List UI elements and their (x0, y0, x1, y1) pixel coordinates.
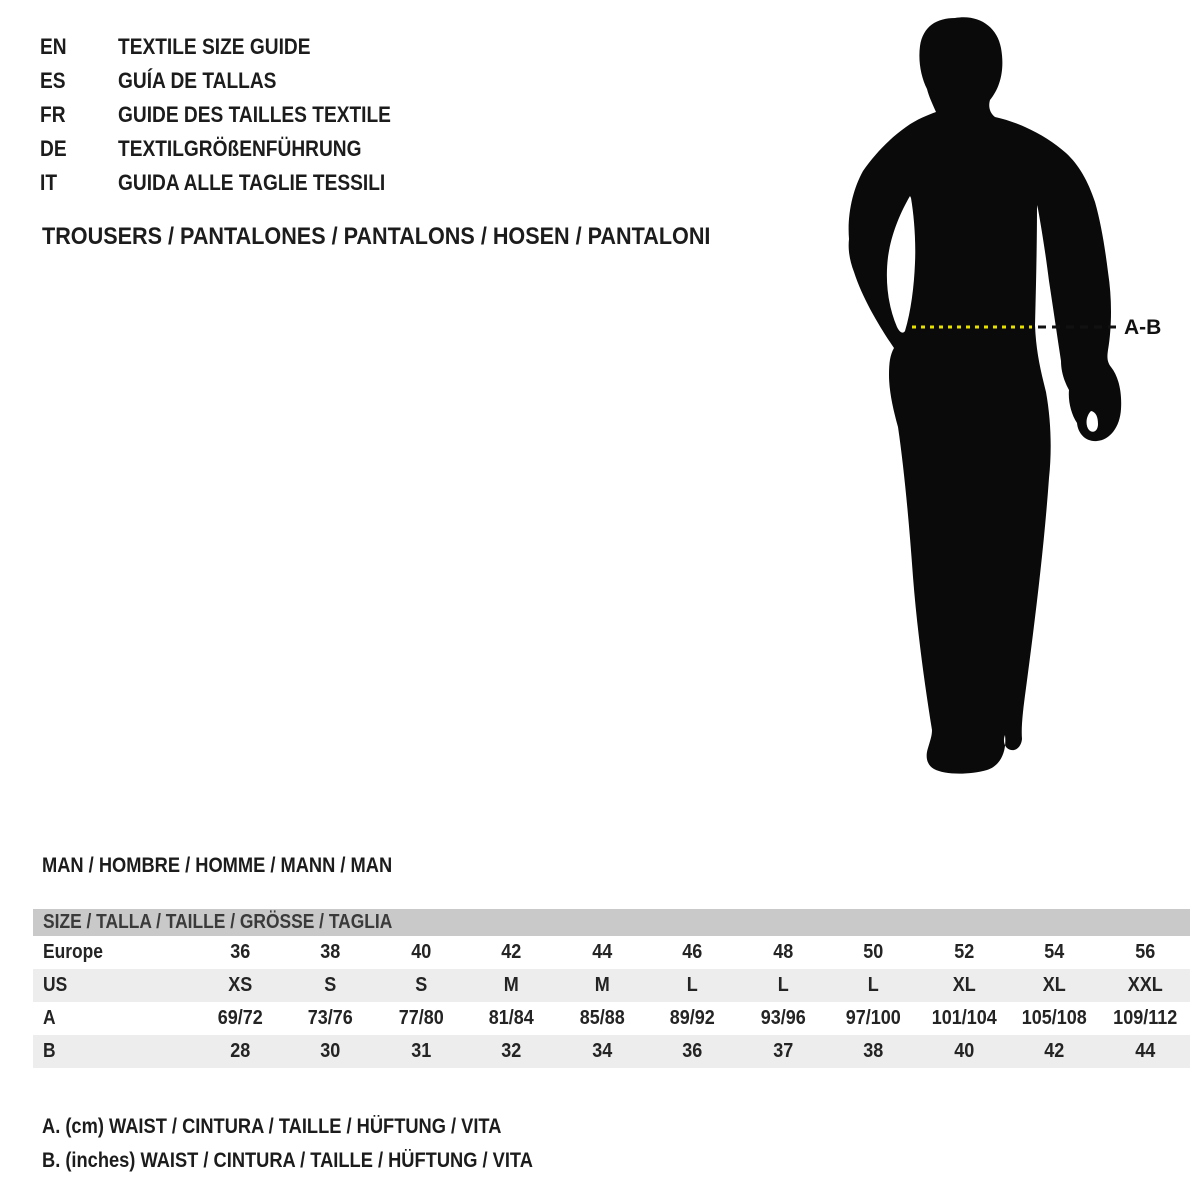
lang-code-de: DE (40, 136, 67, 161)
cell-us-9: XL (1042, 974, 1066, 996)
table-row-a-cm (33, 1002, 1190, 1035)
cell-europe-3: 42 (501, 941, 522, 963)
lang-label-en: TEXTILE SIZE GUIDE (118, 34, 311, 59)
table-row-b-inches (33, 1035, 1190, 1068)
cell-b-9: 42 (1044, 1040, 1065, 1062)
cell-b-4: 34 (592, 1040, 613, 1062)
row-label-us: US (43, 974, 68, 996)
cell-a-3: 81/84 (489, 1007, 535, 1029)
cell-a-0: 69/72 (217, 1007, 263, 1029)
cell-us-1: S (324, 974, 337, 996)
cell-us-7: L (867, 974, 879, 996)
cell-europe-4: 44 (592, 941, 613, 963)
cell-us-3: M (504, 974, 520, 996)
cell-b-7: 38 (863, 1040, 884, 1062)
cell-a-6: 93/96 (760, 1007, 806, 1029)
cell-us-6: L (777, 974, 789, 996)
cell-a-4: 85/88 (579, 1007, 625, 1029)
row-label-a: A (43, 1007, 56, 1029)
cell-b-8: 40 (953, 1040, 974, 1062)
lang-code-fr: FR (40, 102, 66, 127)
cell-europe-2: 40 (411, 941, 432, 963)
cell-b-0: 28 (230, 1040, 251, 1062)
lang-code-it: IT (40, 170, 58, 195)
lang-row-it (40, 166, 432, 200)
lang-row-es (40, 64, 432, 98)
cell-b-5: 36 (682, 1040, 703, 1062)
lang-row-de (40, 132, 432, 166)
cell-us-8: XL (952, 974, 976, 996)
row-label-europe: Europe (43, 941, 103, 963)
note-b-inches: B. (inches) WAIST / CINTURA / TAILLE / HÜFTUNG / VITA (42, 1149, 533, 1172)
cell-europe-1: 38 (320, 941, 341, 963)
cell-us-4: M (594, 974, 610, 996)
size-table (33, 909, 1190, 1068)
note-a-cm: A. (cm) WAIST / CINTURA / TAILLE / HÜFTUNG / VITA (42, 1115, 502, 1138)
table-row-us (33, 969, 1190, 1002)
cell-a-2: 77/80 (398, 1007, 444, 1029)
lang-code-es: ES (40, 68, 66, 93)
cell-us-5: L (686, 974, 698, 996)
cell-europe-10: 56 (1134, 941, 1155, 963)
size-table-header: SIZE / TALLA / TAILLE / GRÖSSE / TAGLIA (33, 909, 1190, 936)
cell-europe-8: 52 (953, 941, 974, 963)
cell-europe-0: 36 (230, 941, 251, 963)
lang-label-fr: GUIDE DES TAILLES TEXTILE (118, 102, 391, 127)
cell-a-8: 101/104 (931, 1007, 997, 1029)
waist-measure-label: A-B (1124, 316, 1162, 339)
cell-us-0: XS (228, 974, 253, 996)
row-label-b: B (43, 1040, 56, 1062)
cell-b-10: 44 (1134, 1040, 1155, 1062)
lang-code-en: EN (40, 34, 67, 59)
lang-label-de: TEXTILGRÖßENFÜHRUNG (118, 136, 362, 161)
cell-europe-7: 50 (863, 941, 884, 963)
cell-b-3: 32 (501, 1040, 522, 1062)
category-title: TROUSERS / PANTALONES / PANTALONS / HOSEN / PANTALONI (42, 223, 711, 250)
cell-a-1: 73/76 (308, 1007, 354, 1029)
cell-a-7: 97/100 (845, 1007, 901, 1029)
table-row-europe (33, 936, 1190, 969)
cell-a-9: 105/108 (1021, 1007, 1087, 1029)
cell-us-2: S (415, 974, 428, 996)
cell-us-10: XXL (1127, 974, 1163, 996)
measurement-notes (42, 1110, 606, 1178)
cell-europe-9: 54 (1044, 941, 1065, 963)
cell-a-10: 109/112 (1112, 1007, 1177, 1029)
cell-b-6: 37 (772, 1040, 793, 1062)
lang-row-fr (40, 98, 432, 132)
man-silhouette-figure (840, 0, 1180, 800)
cell-a-5: 89/92 (669, 1007, 716, 1029)
lang-label-es: GUÍA DE TALLAS (118, 68, 277, 93)
lang-row-en (40, 30, 432, 64)
cell-b-1: 30 (320, 1040, 341, 1062)
lang-label-it: GUIDA ALLE TAGLIE TESSILI (118, 170, 386, 195)
cell-europe-6: 48 (772, 941, 793, 963)
cell-europe-5: 46 (682, 941, 703, 963)
section-title-man: MAN / HOMBRE / HOMME / MANN / MAN (42, 854, 393, 877)
cell-b-2: 31 (411, 1040, 432, 1062)
language-title-list (40, 30, 432, 200)
man-silhouette (849, 17, 1122, 773)
